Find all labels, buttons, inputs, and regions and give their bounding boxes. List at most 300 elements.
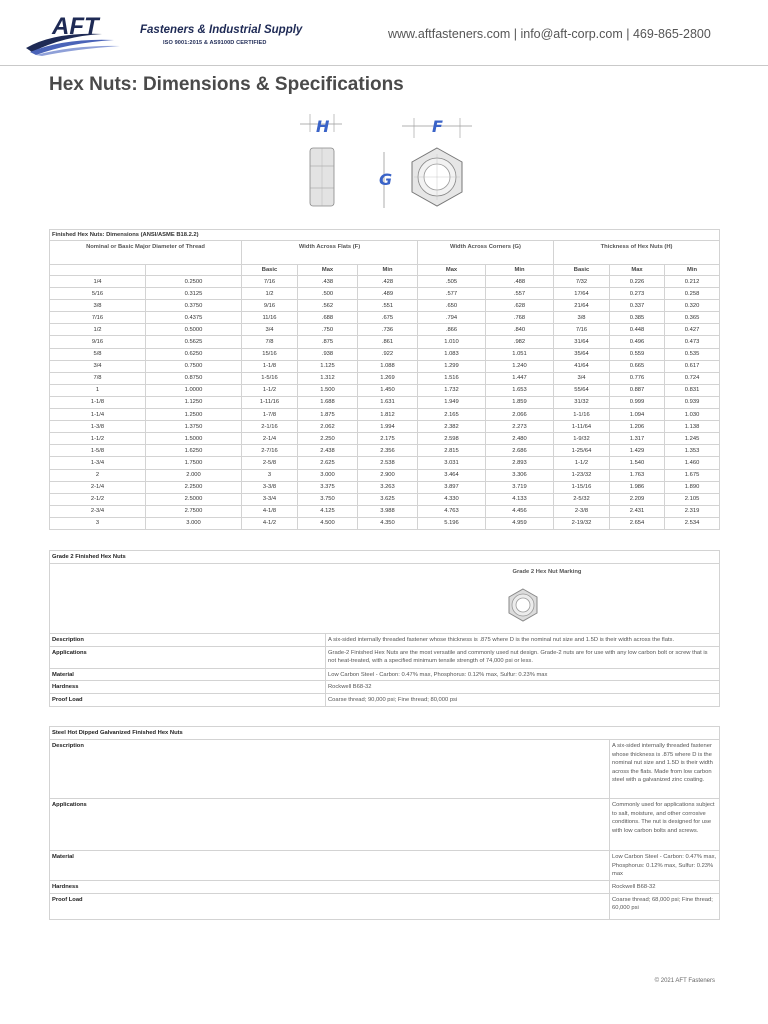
table-cell: 1.675	[665, 469, 720, 481]
contact-info[interactable]: www.aftfasteners.com | info@aft-corp.com | 469-865-2800	[388, 27, 711, 41]
table-cell: 2.7500	[146, 505, 242, 517]
table-cell: 35/64	[554, 348, 610, 360]
table-cell: 2.165	[418, 409, 486, 421]
table-cell: 2-19/32	[554, 517, 610, 529]
spec-value: Coarse thread; 90,000 psi; Fine thread; 80,000 psi	[326, 693, 720, 706]
g-dimension-label: G	[379, 170, 393, 189]
table-cell: 11/16	[242, 312, 298, 324]
aft-logo	[24, 10, 140, 56]
table-cell: 2.5000	[146, 493, 242, 505]
spec-row	[50, 799, 720, 851]
table-cell: 2-5/8	[242, 457, 298, 469]
table-cell: 2.382	[418, 421, 486, 433]
table-cell: 3-3/4	[242, 493, 298, 505]
table-cell: .736	[358, 324, 418, 336]
table-cell: 0.2500	[146, 276, 242, 288]
spec-value: Low Carbon Steel - Carbon: 0.47% max, Phosphorus: 0.12% max, Sulfur: 0.23% max	[326, 668, 720, 681]
spec-row	[50, 893, 720, 919]
table-cell: 4.959	[486, 517, 554, 529]
table-cell: 1.812	[358, 409, 418, 421]
table-cell: 4.125	[298, 505, 358, 517]
spec-row	[50, 646, 720, 668]
spec-label: Material	[50, 851, 610, 881]
table-row	[50, 505, 720, 517]
table-cell: 0.5000	[146, 324, 242, 336]
table-cell: 0.337	[610, 300, 665, 312]
table-cell: 7/16	[242, 276, 298, 288]
spec-row	[50, 740, 720, 799]
table-cell: 5/16	[50, 288, 146, 300]
table-cell: 1-3/8	[50, 421, 146, 433]
table-cell: 1.447	[486, 372, 554, 384]
table-cell: 4.763	[418, 505, 486, 517]
table-cell: 1.051	[486, 348, 554, 360]
table-cell: 1.429	[610, 445, 665, 457]
table-cell: 7/32	[554, 276, 610, 288]
hex-nut-diagram	[282, 110, 482, 218]
header-nominal-diameter: Nominal or Basic Major Diameter of Thread	[50, 241, 242, 265]
table-cell: 1.986	[610, 481, 665, 493]
table-cell: 1-5/8	[50, 445, 146, 457]
table-cell: 0.939	[665, 396, 720, 408]
sub-header-cell: Max	[298, 265, 358, 276]
table-cell: 0.448	[610, 324, 665, 336]
table-cell: 3.000	[298, 469, 358, 481]
table-cell: 4-1/2	[242, 517, 298, 529]
table-row	[50, 336, 720, 348]
spec-label: Material	[50, 668, 326, 681]
table-cell: 1-1/2	[554, 457, 610, 469]
table-cell: 1.949	[418, 396, 486, 408]
table-cell: 3.897	[418, 481, 486, 493]
table-cell: 1.7500	[146, 457, 242, 469]
table-cell: 31/64	[554, 336, 610, 348]
table-cell: 0.617	[665, 360, 720, 372]
table-cell: .768	[486, 312, 554, 324]
spec-row	[50, 851, 720, 881]
table-cell: 3	[50, 517, 146, 529]
table-cell: 0.365	[665, 312, 720, 324]
table-cell: 0.559	[610, 348, 665, 360]
table-row	[50, 481, 720, 493]
table-cell: 2.175	[358, 433, 418, 445]
table-cell: 2-3/4	[50, 505, 146, 517]
table-cell: 0.212	[665, 276, 720, 288]
table-cell: .628	[486, 300, 554, 312]
spec-value: Rockwell B68-32	[326, 681, 720, 694]
table-cell: 1.859	[486, 396, 554, 408]
table-cell: 0.226	[610, 276, 665, 288]
table-cell: 1.138	[665, 421, 720, 433]
table-cell: 1.5000	[146, 433, 242, 445]
spec-value: A six-sided internally threaded fastener whose thickness is .875 where D is the nominal nut size and 1.5D is their width across the flats.	[326, 634, 720, 647]
table-cell: 2-5/32	[554, 493, 610, 505]
table-cell: 0.3750	[146, 300, 242, 312]
dimensions-table	[49, 229, 720, 530]
table-cell: 7/16	[50, 312, 146, 324]
table-cell: .438	[298, 276, 358, 288]
table-cell: 3/4	[242, 324, 298, 336]
table-cell: 3.000	[146, 517, 242, 529]
table-cell: 3/4	[50, 360, 146, 372]
table-row	[50, 457, 720, 469]
spec-row	[50, 681, 720, 694]
spec-row	[50, 668, 720, 681]
table-cell: 0.8750	[146, 372, 242, 384]
table-cell: 3.263	[358, 481, 418, 493]
table-cell: 17/64	[554, 288, 610, 300]
grade2-nut-marking-icon	[506, 588, 540, 622]
table-cell: 2.438	[298, 445, 358, 457]
iso-certification: ISO 9001:2015 & AS9100D CERTIFIED	[163, 40, 267, 46]
table-cell: 2.598	[418, 433, 486, 445]
table-cell: 4.350	[358, 517, 418, 529]
sub-header-cell: Basic	[554, 265, 610, 276]
table-cell: 0.7500	[146, 360, 242, 372]
table-cell: 2.066	[486, 409, 554, 421]
table-cell: 3/4	[554, 372, 610, 384]
table-row	[50, 348, 720, 360]
table-cell: 2.356	[358, 445, 418, 457]
table-cell: .577	[418, 288, 486, 300]
table-cell: .505	[418, 276, 486, 288]
table-cell: 1-5/16	[242, 372, 298, 384]
grade2-caption: Grade 2 Finished Hex Nuts	[50, 551, 720, 564]
table-cell: 5/8	[50, 348, 146, 360]
table-cell: .675	[358, 312, 418, 324]
table-cell: 1.540	[610, 457, 665, 469]
table-row	[50, 384, 720, 396]
grade2-marking-title: Grade 2 Hex Nut Marking	[512, 569, 582, 575]
table-cell: 2-3/8	[554, 505, 610, 517]
spec-label: Description	[50, 740, 610, 799]
table-cell: 1.732	[418, 384, 486, 396]
table-cell: 1.353	[665, 445, 720, 457]
table-row	[50, 312, 720, 324]
table-cell: 1-23/32	[554, 469, 610, 481]
table-cell: .794	[418, 312, 486, 324]
table-cell: 1.890	[665, 481, 720, 493]
table-cell: 1.083	[418, 348, 486, 360]
sub-header-cell: Min	[665, 265, 720, 276]
table-cell: 0.5625	[146, 336, 242, 348]
table-cell: 2-1/16	[242, 421, 298, 433]
sub-header-cell: Min	[486, 265, 554, 276]
table-row	[50, 300, 720, 312]
table-cell: 1-1/4	[50, 409, 146, 421]
sub-header-cell: Basic	[242, 265, 298, 276]
table-cell: 4-1/8	[242, 505, 298, 517]
table-cell: 2.062	[298, 421, 358, 433]
table-cell: 1-7/8	[242, 409, 298, 421]
table-cell: 1	[50, 384, 146, 396]
table-cell: 1.994	[358, 421, 418, 433]
table-row	[50, 409, 720, 421]
nut-top-view	[384, 118, 472, 208]
table-cell: 0.385	[610, 312, 665, 324]
sub-header-cell	[50, 265, 146, 276]
header-thickness: Thickness of Hex Nuts (H)	[554, 241, 720, 265]
galvanized-caption: Steel Hot Dipped Galvanized Finished Hex Nuts	[50, 727, 720, 740]
table-cell: 1.0000	[146, 384, 242, 396]
table-cell: 1.312	[298, 372, 358, 384]
table-cell: 0.3125	[146, 288, 242, 300]
table-cell: 2.815	[418, 445, 486, 457]
table-cell: .982	[486, 336, 554, 348]
table-cell: 1-11/16	[242, 396, 298, 408]
table-cell: 41/64	[554, 360, 610, 372]
sub-header-cell	[146, 265, 242, 276]
logo-text: AFT	[52, 13, 99, 40]
sub-header-cell: Max	[610, 265, 665, 276]
f-dimension-label: F	[432, 117, 443, 136]
table-cell: 1.516	[418, 372, 486, 384]
table-cell: .500	[298, 288, 358, 300]
table-cell: 3	[242, 469, 298, 481]
table-cell: 1.010	[418, 336, 486, 348]
table-cell: 2.000	[146, 469, 242, 481]
spec-row	[50, 881, 720, 894]
table-row	[50, 396, 720, 408]
table-cell: .488	[486, 276, 554, 288]
dimensions-table-body	[50, 276, 720, 530]
spec-row	[50, 634, 720, 647]
table-cell: .428	[358, 276, 418, 288]
table-cell: 7/8	[50, 372, 146, 384]
table-cell: .861	[358, 336, 418, 348]
table-cell: 4.330	[418, 493, 486, 505]
table-cell: 1/4	[50, 276, 146, 288]
table-row	[50, 421, 720, 433]
dimensions-table-caption: Finished Hex Nuts: Dimensions (ANSI/ASME B18.2.2)	[50, 230, 720, 241]
table-cell: 2	[50, 469, 146, 481]
table-cell: 1.317	[610, 433, 665, 445]
table-cell: 2.105	[665, 493, 720, 505]
sub-header-cell: Max	[418, 265, 486, 276]
table-cell: 1.3750	[146, 421, 242, 433]
spec-label: Proof Load	[50, 693, 326, 706]
table-cell: 4.500	[298, 517, 358, 529]
table-cell: 1-15/16	[554, 481, 610, 493]
table-cell: 2.2500	[146, 481, 242, 493]
table-cell: 0.535	[665, 348, 720, 360]
table-cell: 1.688	[298, 396, 358, 408]
table-cell: 3.375	[298, 481, 358, 493]
table-cell: 3.031	[418, 457, 486, 469]
footer-copyright: © 2021 AFT Fasteners	[654, 978, 715, 984]
spec-label: Hardness	[50, 881, 610, 894]
table-cell: 3/8	[50, 300, 146, 312]
table-cell: .551	[358, 300, 418, 312]
table-cell: 1.094	[610, 409, 665, 421]
table-cell: 1.030	[665, 409, 720, 421]
table-row	[50, 433, 720, 445]
table-cell: 1-9/32	[554, 433, 610, 445]
spec-label: Applications	[50, 799, 610, 851]
table-cell: 21/64	[554, 300, 610, 312]
table-cell: 2.209	[610, 493, 665, 505]
table-cell: 0.776	[610, 372, 665, 384]
table-cell: 1-1/8	[242, 360, 298, 372]
table-cell: 3.750	[298, 493, 358, 505]
table-cell: 0.6250	[146, 348, 242, 360]
table-cell: .922	[358, 348, 418, 360]
table-cell: 1.500	[298, 384, 358, 396]
table-cell: 4.456	[486, 505, 554, 517]
page-header	[0, 0, 768, 66]
table-cell: 1.2500	[146, 409, 242, 421]
header-width-across-corners: Width Across Corners (G)	[418, 241, 554, 265]
table-cell: .866	[418, 324, 486, 336]
table-cell: 2.538	[358, 457, 418, 469]
table-row	[50, 372, 720, 384]
table-cell: 2.431	[610, 505, 665, 517]
table-row	[50, 276, 720, 288]
table-cell: 1.269	[358, 372, 418, 384]
table-cell: 0.258	[665, 288, 720, 300]
table-cell: 1/2	[242, 288, 298, 300]
table-cell: 1.206	[610, 421, 665, 433]
table-cell: 1.875	[298, 409, 358, 421]
table-cell: 7/16	[554, 324, 610, 336]
table-cell: 1.088	[358, 360, 418, 372]
table-cell: 1.125	[298, 360, 358, 372]
spec-value: Rockwell B68-32	[610, 881, 720, 894]
h-dimension-label: H	[316, 117, 330, 136]
table-cell: 3.464	[418, 469, 486, 481]
table-cell: 3.719	[486, 481, 554, 493]
spec-row	[50, 693, 720, 706]
table-row	[50, 469, 720, 481]
table-cell: 5.196	[418, 517, 486, 529]
table-cell: 0.831	[665, 384, 720, 396]
table-cell: 0.4375	[146, 312, 242, 324]
table-cell: 15/16	[242, 348, 298, 360]
grade2-marking-cell	[50, 564, 720, 634]
table-cell: 2.686	[486, 445, 554, 457]
spec-value: Coarse thread; 68,000 psi; Fine thread; 60,000 psi	[610, 893, 720, 919]
table-cell: .875	[298, 336, 358, 348]
table-cell: .650	[418, 300, 486, 312]
table-cell: 1-1/8	[50, 396, 146, 408]
company-name: Fasteners & Industrial Supply	[140, 24, 303, 36]
table-cell: 4.133	[486, 493, 554, 505]
table-cell: 2.900	[358, 469, 418, 481]
table-cell: 1-3/4	[50, 457, 146, 469]
grade2-table-body	[50, 634, 720, 707]
table-row	[50, 445, 720, 457]
table-cell: 3.988	[358, 505, 418, 517]
table-cell: 1.1250	[146, 396, 242, 408]
spec-value: Commonly used for applications subject to salt, moisture, and other corrosive conditions. The nut is designed for use with low carbon bolts and screws.	[610, 799, 720, 851]
sub-header-row	[50, 265, 720, 276]
table-cell: 31/32	[554, 396, 610, 408]
table-cell: 3.625	[358, 493, 418, 505]
table-cell: 1/2	[50, 324, 146, 336]
table-cell: 2.534	[665, 517, 720, 529]
spec-label: Hardness	[50, 681, 326, 694]
table-cell: 9/16	[50, 336, 146, 348]
table-cell: 1-1/2	[50, 433, 146, 445]
table-cell: 0.320	[665, 300, 720, 312]
table-cell: 0.999	[610, 396, 665, 408]
table-cell: 1-11/64	[554, 421, 610, 433]
table-cell: .938	[298, 348, 358, 360]
table-cell: 1.460	[665, 457, 720, 469]
table-cell: 1.6250	[146, 445, 242, 457]
table-cell: 1.763	[610, 469, 665, 481]
table-cell: 9/16	[242, 300, 298, 312]
table-cell: 0.273	[610, 288, 665, 300]
table-cell: 1.245	[665, 433, 720, 445]
table-cell: .557	[486, 288, 554, 300]
table-cell: 0.887	[610, 384, 665, 396]
table-cell: 55/64	[554, 384, 610, 396]
table-cell: 2.319	[665, 505, 720, 517]
table-cell: 2-7/16	[242, 445, 298, 457]
table-row	[50, 517, 720, 529]
table-cell: .750	[298, 324, 358, 336]
spec-label: Description	[50, 634, 326, 647]
spec-value: A six-sided internally threaded fastener whose thickness is .875 where D is the nominal nut size and 1.5D is their width across the flats. Made from low carbon steel with a galvanized zinc coating.	[610, 740, 720, 799]
table-cell: 2.625	[298, 457, 358, 469]
page-title: Hex Nuts: Dimensions & Specifications	[49, 74, 404, 95]
table-cell: 2-1/4	[50, 481, 146, 493]
table-cell: 7/8	[242, 336, 298, 348]
table-cell: .688	[298, 312, 358, 324]
spec-value: Grade-2 Finished Hex Nuts are the most versatile and commonly used nut design. Grade-2 nuts are for use with any low carbon bolt or screw that is not heat-treated, with a specified minimum tensile strength of 74,000 psi or less.	[326, 646, 720, 668]
galvanized-table-body	[50, 740, 720, 920]
table-cell: .562	[298, 300, 358, 312]
table-cell: 0.665	[610, 360, 665, 372]
table-cell: 3.306	[486, 469, 554, 481]
table-cell: .840	[486, 324, 554, 336]
table-cell: 1-1/2	[242, 384, 298, 396]
table-cell: 1.450	[358, 384, 418, 396]
table-cell: 2-1/2	[50, 493, 146, 505]
table-cell: 2-1/4	[242, 433, 298, 445]
table-cell: 2.273	[486, 421, 554, 433]
table-cell: 2.893	[486, 457, 554, 469]
table-cell: 2.480	[486, 433, 554, 445]
sub-header-cell: Min	[358, 265, 418, 276]
galvanized-table	[49, 726, 720, 920]
table-cell: 2.654	[610, 517, 665, 529]
table-cell: 1-1/16	[554, 409, 610, 421]
table-row	[50, 324, 720, 336]
table-cell: 1.240	[486, 360, 554, 372]
table-cell: 2.250	[298, 433, 358, 445]
table-row	[50, 288, 720, 300]
table-cell: 3/8	[554, 312, 610, 324]
table-cell: 1.631	[358, 396, 418, 408]
grade2-table	[49, 550, 720, 707]
table-cell: 0.473	[665, 336, 720, 348]
spec-label: Applications	[50, 646, 326, 668]
spec-label: Proof Load	[50, 893, 610, 919]
spec-value: Low Carbon Steel - Carbon: 0.47% max, Phosphorus: 0.12% max, Sulfur: 0.23% max	[610, 851, 720, 881]
table-cell: 1.653	[486, 384, 554, 396]
table-cell: 3-3/8	[242, 481, 298, 493]
table-cell: 1-25/64	[554, 445, 610, 457]
table-row	[50, 360, 720, 372]
table-cell: 0.724	[665, 372, 720, 384]
table-cell: 1.299	[418, 360, 486, 372]
table-row	[50, 493, 720, 505]
table-cell: 0.427	[665, 324, 720, 336]
table-cell: .489	[358, 288, 418, 300]
header-width-across-flats: Width Across Flats (F)	[242, 241, 418, 265]
